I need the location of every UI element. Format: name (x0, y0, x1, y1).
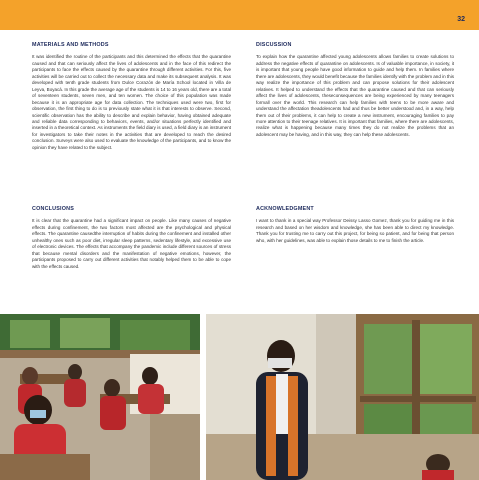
discussion-body: To explain how the quarantine affected young adolescents allows families to create solutions to address the negative effects of quarantine on adolescents. Is of valuable importance, in society, it is important that young people have good information to guide and help them. In families where there are adolescents, they would benefit because the families identify with the problem and in this way realize the importance of this problem and can propose solutions for their adolescent relatives. It helped to understand the effects that the quarantine caused and that can seriously affect the lives of adolescents, theseconsequences are being experienced by many teenagers formall over the world. This research can help families with teens to be more aware and understand the affectation theadolescents had and thus be better understood and, in a way, help them out of their problems, it can help to create a new instrument, encouraging families to pay more attention to their teenage relatives. It is important that families, where there are adolescents, realize what is happening because many times they do not realize the problems that an adolescent may be having, and in this way, they can help these adolescents. (256, 54, 454, 137)
materials-methods-body: It was identified the routine of the participants and this determined the effects that the quarantine caused and that can seriously affect the lives of adolescents and in the face of this redirect the participants to face the effects caused by the quarantine through different activities. For this, five activities will be carried out to collect the necessary data and make its subsequent analysis. It was developed with tenth grade students from Dulce Corazón de María School located in Villa de Leyva, Boyacá. In this grade the average age of the students is 14 to 16 years old, there are a total of seventeen students, seven men, and ten women. The choice of this population was made because it is an appropriate age for data collection. The techniques used were two, first for observation, the first thing to do is to previously state what it is that interests to observe. Second, scientific observation has the ability to describe and explain behavior, having obtained adequate and reliable data corresponding to behaviors, events, and/or situations perfectly identified and inserted in a theoretical context. As instruments the field diary is used, a field diary is an instrument for investigators to take their notes in the activities that are developed to reach the desired conclusion. Surveys were also used to evaluate the knowledge of the participants, and to know the opinion they have related to the subject. (32, 54, 231, 150)
top-accent-band (0, 0, 479, 30)
acknowledgment-heading: ACKNOWLEDGMENT (256, 206, 314, 212)
conclusions-heading: CONCLUSIONS (32, 206, 75, 212)
discussion-section (256, 42, 454, 138)
conclusions-section (32, 206, 231, 270)
acknowledgment-section (256, 206, 454, 244)
materials-methods-section (32, 42, 231, 151)
discussion-heading: DISCUSSION (256, 42, 292, 48)
conclusions-body: It is clear that the quarantine had a significant impact on people. Like many causes of negative effects during confinement, the two factors most affected are the psychological and physical effects. The quarantine causedthe interruption of habits during the confinement and installed other unhealthy ones such as poor diet, irregular sleep patterns, sedentary lifestyle, and excessive use of electronic devices. The effects that accompany the pandemic include different sources of stress that because mental disorders and the manifestation of negative emotions, however, the participants proposed to carry out different activities that notably helped them to be able to cope with the effects caused. (32, 218, 231, 269)
classroom-photo-window (206, 314, 479, 480)
classroom-photo-students (0, 314, 200, 480)
page-number: 32 (457, 16, 465, 23)
materials-methods-heading: MATERIALS AND METHODS (32, 42, 109, 48)
acknowledgment-body: I want to thank in a special way Professor Deissy Lasso Gomez, thank you for guiding me in this research and based on her wisdom and knowledge, she has been able to direct my knowledge. Thank you for trusting me to carry out this project, for being so patient, and for being that person who, with her guidelines, was able to explain those details to me to finish the article. (256, 218, 454, 243)
